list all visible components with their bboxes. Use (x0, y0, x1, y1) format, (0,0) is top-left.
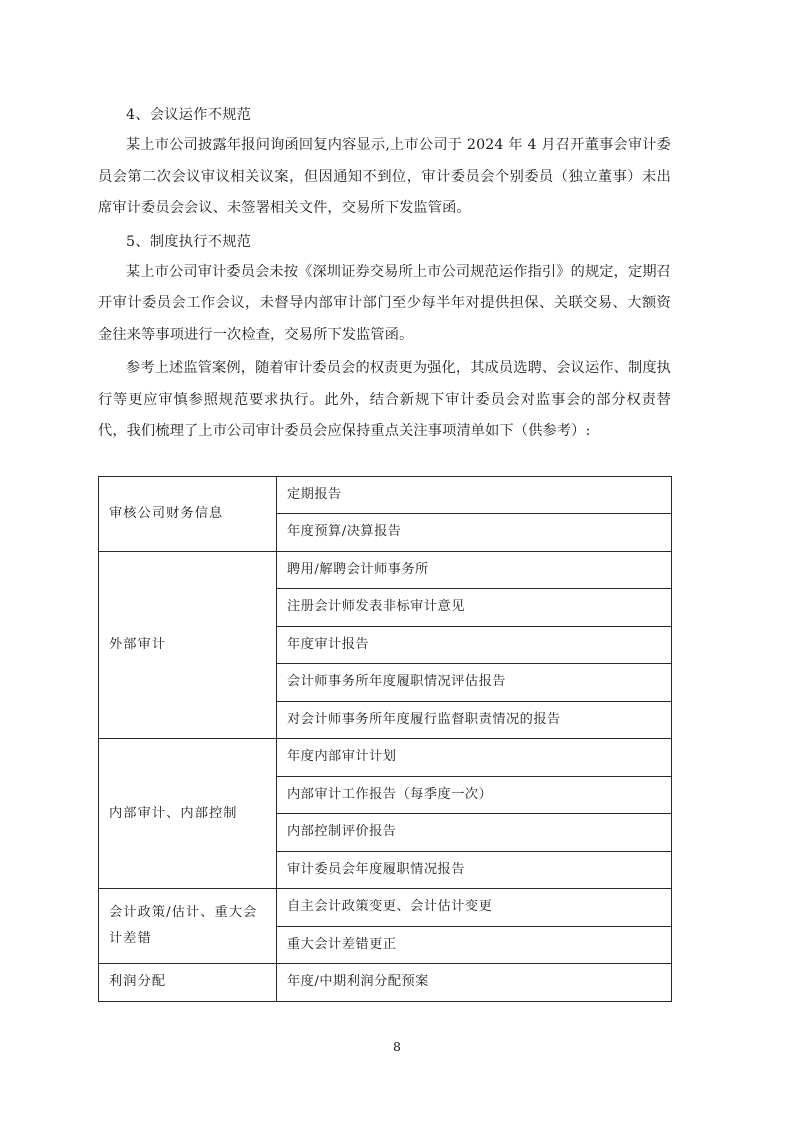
category-cell: 审核公司财务信息 (99, 476, 277, 551)
audit-committee-checklist-table (98, 476, 672, 1002)
page-number: 8 (393, 1039, 401, 1054)
item-cell: 聘用/解聘会计师事务所 (277, 551, 672, 589)
table-row (99, 476, 672, 514)
table-row (99, 739, 672, 777)
section-5-heading: 5、制度执行不规范 (126, 233, 252, 250)
item-cell: 年度预算/决算报告 (277, 514, 672, 552)
page-content (98, 100, 671, 1002)
item-cell: 审计委员会年度履职情况报告 (277, 851, 672, 889)
item-cell: 重大会计差错更正 (277, 926, 672, 964)
category-cell: 内部审计、内部控制 (99, 739, 277, 889)
checklist-table-wrapper (98, 476, 671, 1002)
category-cell: 会计政策/估计、重大会计差错 (99, 889, 277, 964)
category-cell: 利润分配 (99, 964, 277, 1002)
item-cell: 年度/中期利润分配预案 (277, 964, 672, 1002)
table-row (99, 889, 672, 927)
checklist-table-body (99, 476, 672, 1001)
table-row (99, 551, 672, 589)
item-cell: 自主会计政策变更、会计估计变更 (277, 889, 672, 927)
item-cell: 注册会计师发表非标审计意见 (277, 589, 672, 627)
item-cell: 年度内部审计计划 (277, 739, 672, 777)
section-4-heading: 4、会议运作不规范 (126, 107, 252, 123)
item-cell: 内部控制评价报告 (277, 814, 672, 852)
item-cell: 定期报告 (277, 476, 672, 514)
section-5-paragraph: 某上市公司审计委员会未按《深圳证券交易所上市公司规范运作指引》的规定，定期召开审计委员会工作会议，未督导内部审计部门至少每半年对提供担保、关联交易、大额资金往来等事项进行一次检查，交易所下发监管函。 (98, 263, 671, 343)
item-cell: 对会计师事务所年度履行监督职责情况的报告 (277, 701, 672, 739)
item-cell: 会计师事务所年度履职情况评估报告 (277, 664, 672, 702)
section-4-paragraph: 某上市公司披露年报问询函回复内容显示,上市公司于 2024 年 4 月召开董事会审计委员会第二次会议审议相关议案，但因通知不到位，审计委员会个别委员（独立董事）未出席审计委员会会议、未签署相关文件，交易所下发监管函。 (98, 137, 671, 216)
item-cell: 内部审计工作报告（每季度一次） (277, 776, 672, 814)
item-cell: 年度审计报告 (277, 626, 672, 664)
closing-paragraph: 参考上述监管案例，随着审计委员会的权责更为强化，其成员选聘、会议运作、制度执行等更应审慎参照规范要求执行。此外，结合新规下审计委员会对监事会的部分权责替代，我们梳理了上市公司审计委员会应保持重点关注事项清单如下（供参考）: (98, 360, 671, 439)
category-cell: 外部审计 (99, 551, 277, 739)
table-row (99, 964, 672, 1002)
